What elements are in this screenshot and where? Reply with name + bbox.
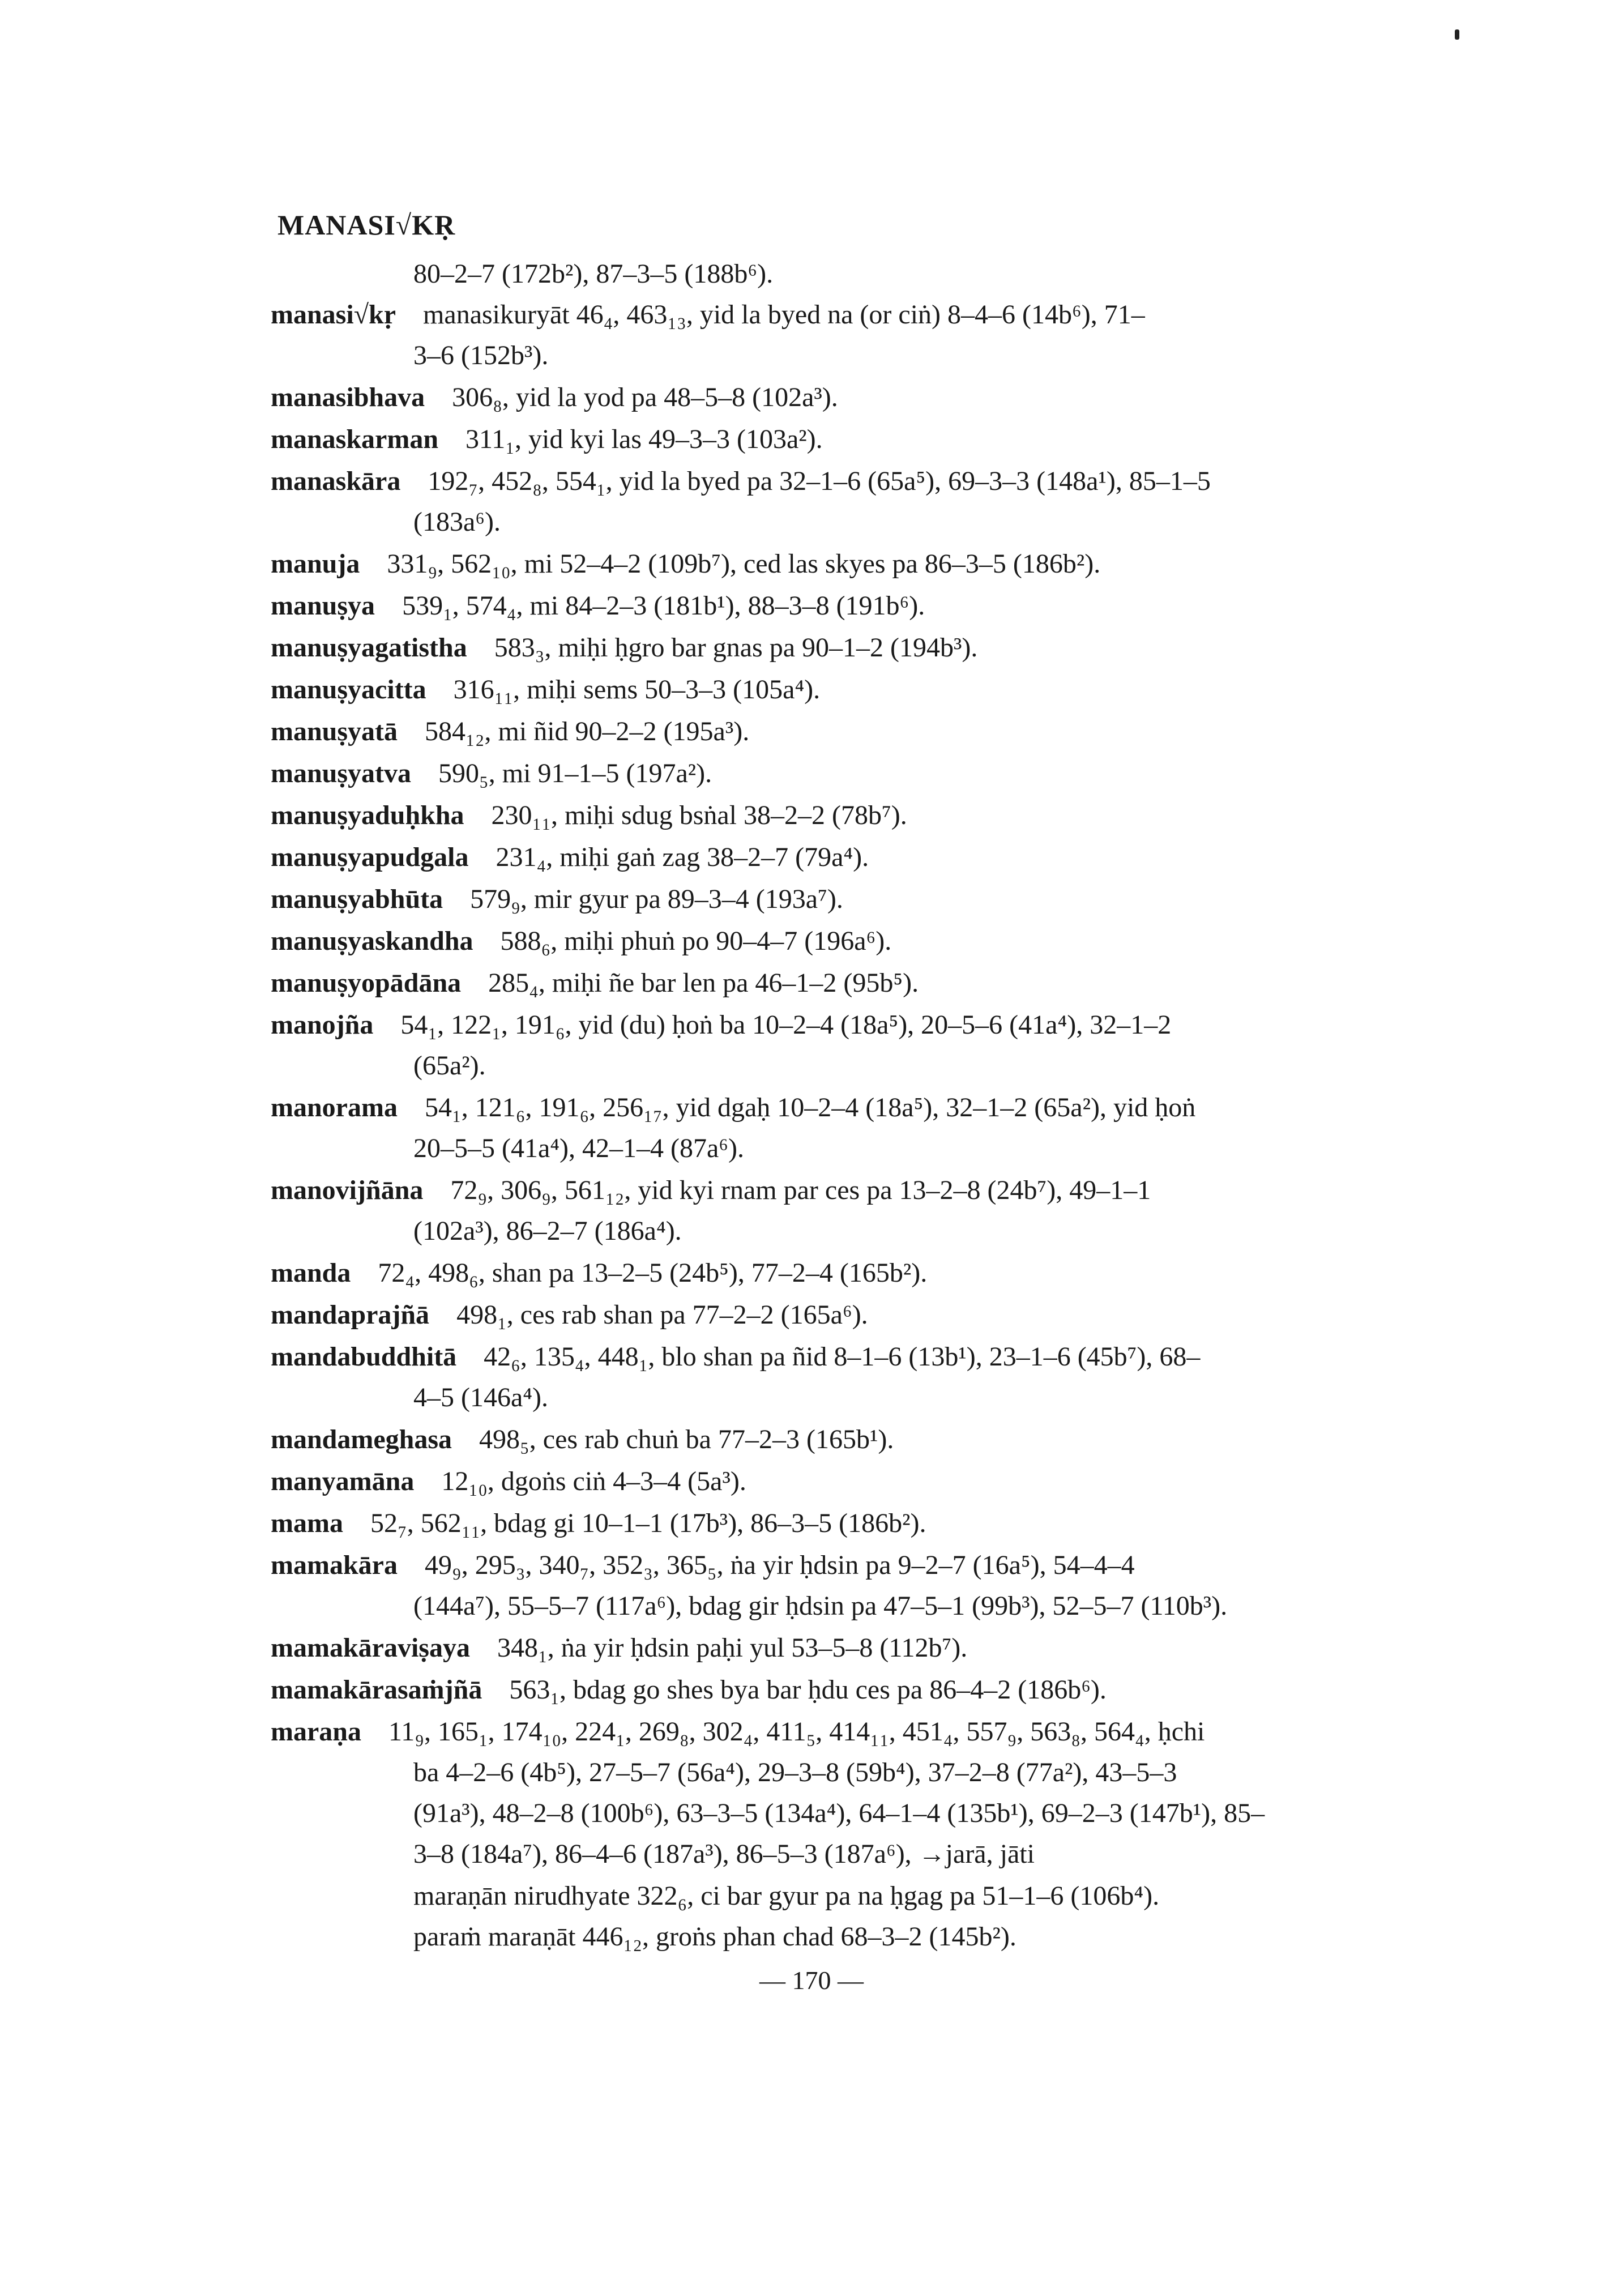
entry-headword: manuṣyaskandha xyxy=(271,926,473,956)
entry-headword: manaskāra xyxy=(271,466,401,496)
subentry-line: paraṁ maraṇāt 446₁₂, groṅs phan chad 68–3–2 (145b²). xyxy=(413,1922,1016,1952)
entry-headword: mamakāraviṣaya xyxy=(271,1633,470,1663)
entry-text: 590₅, mi 91–1–5 (197a²). xyxy=(438,758,712,788)
entry-text: 42₆, 135₄, 448₁, blo shan pa ñid 8–1–6 (13b¹), 23–1–6 (45b⁷), 68– xyxy=(484,1342,1201,1372)
entry-headword: manuṣyatva xyxy=(271,758,412,788)
entry-headword: manyamāna xyxy=(271,1466,415,1496)
entry-headword: manasi√kṛ xyxy=(271,300,396,330)
dictionary-entry xyxy=(271,544,1381,584)
entry-headword: mamakārasaṁjñā xyxy=(271,1675,482,1705)
entry-text: 49₉, 295₃, 340₇, 352₃, 365₅, ṅa yir ḥdsin pa 9–2–7 (16a⁵), 54–4–4 xyxy=(424,1550,1135,1580)
entry-text: 11₉, 165₁, 174₁₀, 224₁, 269₈, 302₄, 411₅, 414₁₁, 451₄, 557₉, 563₈, 564₄, ḥchi xyxy=(388,1717,1205,1747)
entry-text: 20–5–5 (41a⁴), 42–1–4 (87a⁶). xyxy=(413,1133,745,1163)
dictionary-entry xyxy=(271,1670,1381,1710)
entry-text: 3–8 (184a⁷), 86–4–6 (187a³), 86–5–3 (187a⁶), →jarā, jāti xyxy=(413,1839,1035,1869)
entry-headword: manuṣyabhūta xyxy=(271,884,443,914)
dictionary-entry xyxy=(271,879,1381,920)
dictionary-entry xyxy=(271,753,1381,794)
dictionary-entry xyxy=(271,628,1381,668)
entry-text: 348₁, ṅa yir ḥdsin paḥi yul 53–5–8 (112b⁷). xyxy=(497,1633,968,1663)
entry-text: (102a³), 86–2–7 (186a⁴). xyxy=(413,1216,682,1246)
entry-text: 54₁, 122₁, 191₆, yid (du) ḥoṅ ba 10–2–4 (18a⁵), 20–5–6 (41a⁴), 32–1–2 xyxy=(400,1010,1172,1040)
entry-headword: mamakāra xyxy=(271,1550,398,1580)
entry-text: 285₄, miḥi ñe bar len pa 46–1–2 (95b⁵). xyxy=(488,968,919,998)
dictionary-entry xyxy=(271,586,1381,626)
dictionary-entry xyxy=(271,461,1381,543)
entry-headword: mandaprajñā xyxy=(271,1300,430,1330)
running-head: MANASI√KṚ xyxy=(277,209,456,241)
entry-text: (91a³), 48–2–8 (100b⁶), 63–3–5 (134a⁴), 64–1–4 (135b¹), 69–2–3 (147b¹), 85– xyxy=(413,1798,1265,1828)
entry-text: 579₉, mir gyur pa 89–3–4 (193a⁷). xyxy=(470,884,843,914)
dictionary-entry xyxy=(271,1337,1381,1418)
entry-text: (183a⁶). xyxy=(413,507,501,537)
entry-headword: manuṣyapudgala xyxy=(271,842,469,872)
entry-text: 498₁, ces rab shan pa 77–2–2 (165a⁶). xyxy=(456,1300,868,1330)
continuation-line: 80–2–7 (172b²), 87–3–5 (188b⁶). xyxy=(413,259,774,289)
entry-text: 588₆, miḥi phuṅ po 90–4–7 (196a⁶). xyxy=(500,926,892,956)
subentry-line: maraṇān nirudhyate 322₆, ci bar gyur pa na ḥgag pa 51–1–6 (106b⁴). xyxy=(413,1881,1160,1911)
dictionary-entry xyxy=(271,669,1381,710)
entry-text: 12₁₀, dgoṅs ciṅ 4–3–4 (5a³). xyxy=(441,1466,746,1496)
entry-text: 584₁₂, mi ñid 90–2–2 (195a³). xyxy=(425,716,750,746)
entry-headword: manuṣyagatistha xyxy=(271,633,467,663)
entry-text: 583₃, miḥi ḥgro bar gnas pa 90–1–2 (194b³). xyxy=(494,633,978,663)
entry-text: 72₉, 306₉, 561₁₂, yid kyi rnam par ces pa 13–2–8 (24b⁷), 49–1–1 xyxy=(450,1175,1151,1205)
entry-text: ba 4–2–6 (4b⁵), 27–5–7 (56a⁴), 29–3–8 (59b⁴), 37–2–8 (77a²), 43–5–3 xyxy=(413,1757,1177,1787)
entry-headword: manasibhava xyxy=(271,382,425,412)
dictionary-entry xyxy=(271,1295,1381,1335)
entry-text: 331₉, 562₁₀, mi 52–4–2 (109b⁷), ced las skyes pa 86–3–5 (186b²). xyxy=(387,549,1101,579)
entry-headword: manojña xyxy=(271,1010,374,1040)
entry-text: 316₁₁, miḥi sems 50–3–3 (105a⁴). xyxy=(453,675,821,705)
entry-text: 231₄, miḥi gaṅ zag 38–2–7 (79a⁴). xyxy=(496,842,869,872)
dictionary-entry xyxy=(271,963,1381,1004)
entry-text: 192₇, 452₈, 554₁, yid la byed pa 32–1–6 (65a⁵), 69–3–3 (148a¹), 85–1–5 xyxy=(428,466,1211,496)
entry-headword: manaskarman xyxy=(271,424,439,454)
entry-text: (65a²). xyxy=(413,1051,486,1081)
entry-text: 4–5 (146a⁴). xyxy=(413,1382,549,1412)
entry-text: 230₁₁, miḥi sdug bsṅal 38–2–2 (78b⁷). xyxy=(491,800,907,830)
entry-text: 52₇, 562₁₁, bdag gi 10–1–1 (17b³), 86–3–5 (186b²). xyxy=(370,1508,926,1538)
dictionary-entry xyxy=(271,1461,1381,1502)
entry-headword: manovijñāna xyxy=(271,1175,424,1205)
entry-list xyxy=(271,295,1381,1875)
dictionary-entry xyxy=(271,1628,1381,1668)
dictionary-entry xyxy=(271,795,1381,836)
dictionary-entry xyxy=(271,377,1381,418)
dictionary-entry xyxy=(271,1170,1381,1252)
entry-headword: mandabuddhitā xyxy=(271,1342,457,1372)
dictionary-entry xyxy=(271,1087,1381,1169)
dictionary-entry xyxy=(271,1712,1381,1875)
entry-headword: manuja xyxy=(271,549,360,579)
entry-headword: mama xyxy=(271,1508,343,1538)
entry-headword: maraṇa xyxy=(271,1717,361,1747)
entry-headword: mandameghasa xyxy=(271,1424,452,1454)
entry-headword: manuṣyopādāna xyxy=(271,968,462,998)
entry-text: (144a⁷), 55–5–7 (117a⁶), bdag gir ḥdsin pa 47–5–1 (99b³), 52–5–7 (110b³). xyxy=(413,1591,1228,1621)
dictionary-entry xyxy=(271,1545,1381,1627)
entry-headword: manuṣyaduḥkha xyxy=(271,800,464,830)
entry-text: 539₁, 574₄, mi 84–2–3 (181b¹), 88–3–8 (191b⁶). xyxy=(402,591,925,621)
entry-text: 54₁, 121₆, 191₆, 256₁₇, yid dgaḥ 10–2–4 (18a⁵), 32–1–2 (65a²), yid ḥoṅ xyxy=(424,1092,1196,1123)
page-number: — 170 — xyxy=(759,1966,864,1995)
entry-headword: manorama xyxy=(271,1092,398,1123)
dictionary-entry xyxy=(271,295,1381,376)
dictionary-entry xyxy=(271,1503,1381,1544)
entry-text: 3–6 (152b³). xyxy=(413,340,549,370)
entry-headword: manuṣyatā xyxy=(271,716,398,746)
entry-headword: manda xyxy=(271,1258,351,1288)
dictionary-entry xyxy=(271,921,1381,962)
entry-text: 72₄, 498₆, shan pa 13–2–5 (24b⁵), 77–2–4 (165b²). xyxy=(378,1258,928,1288)
entry-text: 563₁, bdag go shes bya bar ḥdu ces pa 86–4–2 (186b⁶). xyxy=(509,1675,1107,1705)
entry-text: 306₈, yid la yod pa 48–5–8 (102a³). xyxy=(452,382,838,412)
entry-headword: manuṣyacitta xyxy=(271,675,426,705)
dictionary-body xyxy=(271,254,1381,1957)
entry-text: 311₁, yid kyi las 49–3–3 (103a²). xyxy=(465,424,823,454)
dictionary-entry xyxy=(271,837,1381,878)
entry-headword: manuṣya xyxy=(271,591,375,621)
page-mark xyxy=(1455,29,1459,40)
dictionary-entry xyxy=(271,1419,1381,1460)
dictionary-entry xyxy=(271,711,1381,752)
dictionary-entry xyxy=(271,419,1381,460)
dictionary-entry xyxy=(271,1005,1381,1086)
dictionary-entry xyxy=(271,1253,1381,1294)
entry-text: manasikuryāt 46₄, 463₁₃, yid la byed na (or ciṅ) 8–4–6 (14b⁶), 71– xyxy=(423,300,1145,330)
entry-text: 498₅, ces rab chuṅ ba 77–2–3 (165b¹). xyxy=(479,1424,894,1454)
